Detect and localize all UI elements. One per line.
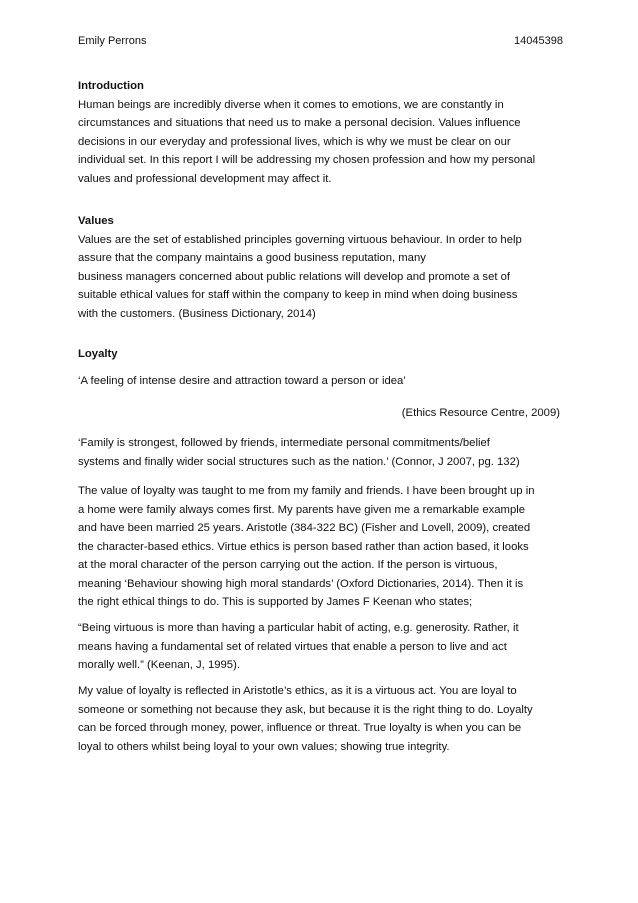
loyalty-definition-quote — [78, 372, 560, 391]
paragraph-line: someone or something not because they ask, but because it is the right thing to do. Loyalty — [78, 703, 533, 716]
quote-line: ‘A feeling of intense desire and attraction toward a person or idea’ — [78, 375, 406, 387]
introduction-line: values and professional development may affect it. — [78, 172, 332, 185]
values-line: business managers concerned about public relations will develop and promote a set of — [78, 270, 511, 283]
values-section — [78, 212, 560, 323]
paragraph-line: The value of loyalty was taught to me from my family and friends. I have been brought up in — [78, 485, 535, 497]
values-line: Values are the set of established principles governing virtuous behaviour. In order to help — [78, 233, 522, 246]
introduction-line: circumstances and situations that need us to make a personal decision. Values influence — [78, 117, 521, 129]
paragraph-line: at the moral character of the person carrying out the action. If the person is virtuous, — [78, 559, 498, 571]
quote-line: “Being virtuous is more than having a particular habit of acting, e.g. generosity. Rather, it — [78, 622, 519, 634]
introduction-heading: Introduction — [78, 80, 144, 92]
values-heading: Values — [78, 215, 114, 227]
values-line: suitable ethical values for staff within the company to keep in mind when doing business — [78, 289, 518, 301]
quote-line: morally well.” (Keenan, J, 1995). — [78, 659, 240, 671]
header-student-id: 14045398 — [514, 35, 563, 47]
quote-line: ‘Family is strongest, followed by friends, intermediate personal commitments/belief — [78, 437, 490, 449]
paragraph-line: meaning ‘Behaviour showing high moral standards’ (Oxford Dictionaries, 2014). Then it is — [78, 577, 524, 590]
paragraph-line: loyal to others whilst being loyal to your own values; showing true integrity. — [78, 740, 450, 753]
paragraph-line: can be forced through money, power, influence or threat. True loyalty is when you can be — [78, 722, 522, 734]
quote-line: means having a fundamental set of related virtues that enable a person to live and act — [78, 640, 507, 653]
loyalty-definition-citation — [78, 404, 560, 423]
introduction-line: decisions in our everyday and professional lives, which is why we must be clear on our — [78, 135, 511, 148]
paragraph-line: My value of loyalty is reflected in Aristotle’s ethics, as it is a virtuous act. You are loyal to — [78, 685, 517, 697]
header-author: Emily Perrons — [78, 35, 147, 47]
loyalty-heading-block — [78, 345, 560, 364]
paragraph-line: a home were family always comes first. My parents have given me a remarkable example — [78, 503, 526, 516]
introduction-section — [78, 77, 560, 188]
paragraph-line: and have been married 25 years. Aristotle (384-322 BC) (Fisher and Lovell, 2009), created — [78, 522, 531, 534]
family-quote — [78, 434, 560, 471]
values-line: assure that the company maintains a good business reputation, many — [78, 252, 426, 264]
introduction-line: Human beings are incredibly diverse when it comes to emotions, we are constantly in — [78, 98, 504, 111]
values-line: with the customers. (Business Dictionary, 2014) — [78, 307, 316, 320]
paragraph-line: the character-based ethics. Virtue ethics is person based rather than action based, it looks — [78, 540, 529, 553]
loyalty-heading: Loyalty — [78, 348, 118, 360]
paragraph-line: the right ethical things to do. This is supported by James F Keenan who states; — [78, 596, 473, 608]
keenan-quote — [78, 619, 560, 675]
introduction-line: individual set. In this report I will be addressing my chosen profession and how my personal — [78, 154, 536, 166]
loyalty-paragraph-1 — [78, 482, 560, 612]
loyalty-paragraph-2 — [78, 682, 560, 756]
citation-text: (Ethics Resource Centre, 2009) — [401, 407, 560, 419]
quote-line: systems and finally wider social structures such as the nation.’ (Connor, J 2007, pg. 132) — [78, 455, 520, 468]
